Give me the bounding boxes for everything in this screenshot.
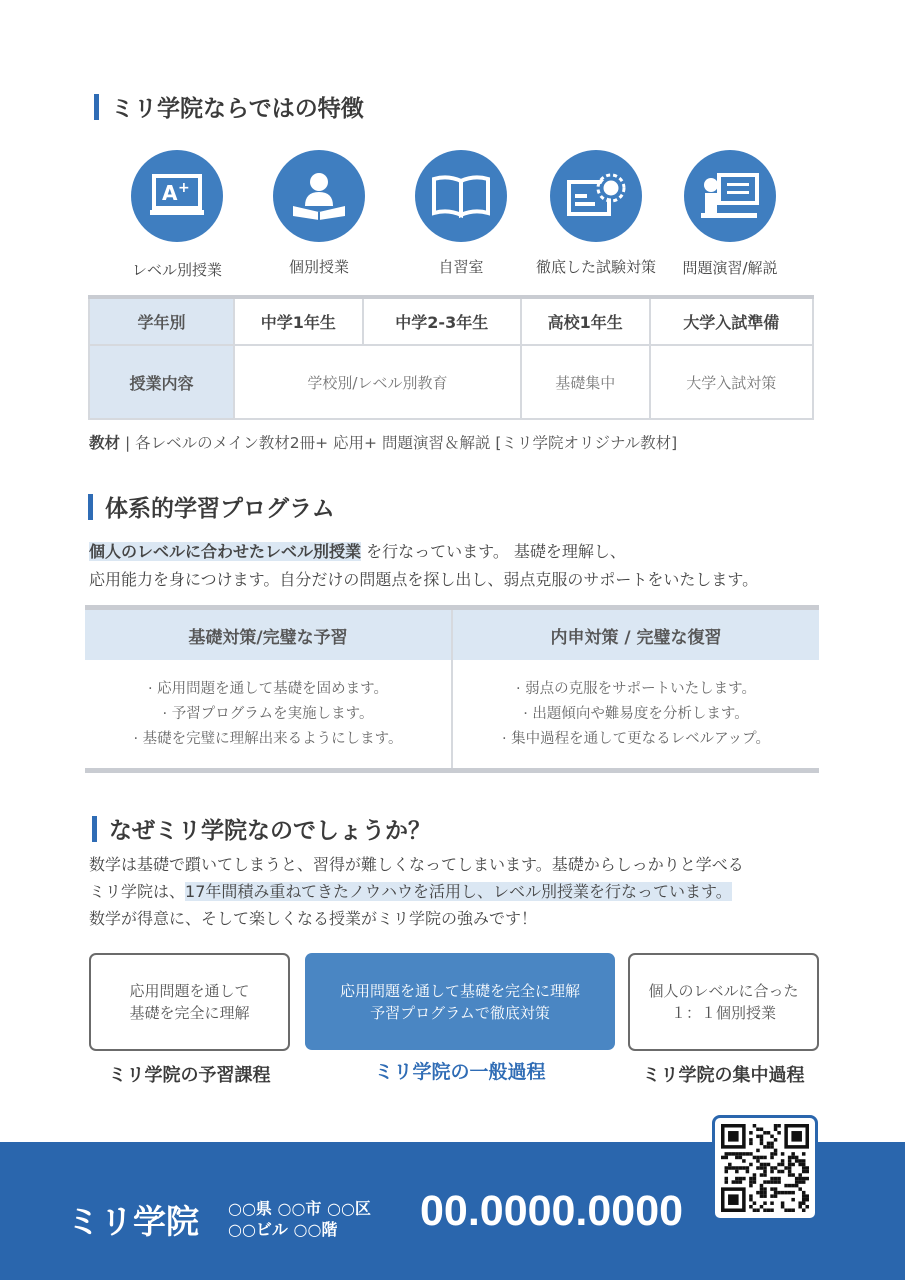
qr-module xyxy=(746,1152,750,1156)
course-caption: ミリ学院の集中過程 xyxy=(642,1065,805,1086)
title-bar xyxy=(88,494,93,520)
student-reading-icon xyxy=(273,150,365,242)
cell-content: 学校別/レベル別教育 xyxy=(234,345,521,419)
qr-module xyxy=(739,1152,743,1156)
qr-module xyxy=(732,1180,736,1184)
qr-module xyxy=(760,1205,764,1209)
qr-module xyxy=(732,1152,736,1156)
qr-module xyxy=(749,1152,753,1156)
qr-module xyxy=(802,1170,806,1174)
qr-module xyxy=(763,1201,767,1205)
qr-module xyxy=(781,1191,785,1195)
qr-module xyxy=(728,1166,732,1170)
qr-module xyxy=(770,1180,774,1184)
qr-module xyxy=(739,1156,743,1160)
qr-module xyxy=(798,1159,802,1163)
qr-module xyxy=(774,1180,778,1184)
course-box-intensive: 個人のレベルに合った １：１個別授業 xyxy=(628,953,819,1051)
features-title: ミリ学院ならではの特徴 xyxy=(94,90,364,123)
qr-module xyxy=(802,1198,806,1202)
course-box-general: 応用問題を通して基礎を完全に理解 予習プログラムで徹底対策 xyxy=(305,953,615,1050)
qr-module xyxy=(756,1166,760,1170)
qr-module xyxy=(767,1208,771,1212)
qr-module xyxy=(735,1177,739,1181)
qr-module xyxy=(728,1152,732,1156)
qr-module xyxy=(795,1156,799,1160)
qr-module xyxy=(784,1184,788,1188)
qr-module xyxy=(781,1205,785,1209)
qr-module xyxy=(791,1156,795,1160)
qr-module xyxy=(763,1166,767,1170)
qr-module xyxy=(791,1184,795,1188)
qr-module xyxy=(770,1156,774,1160)
qr-module xyxy=(791,1163,795,1167)
qr-module xyxy=(784,1191,788,1195)
qr-module xyxy=(781,1159,785,1163)
qr-module xyxy=(770,1152,774,1156)
qr-module xyxy=(760,1135,764,1139)
address: ○○県 ○○市 ○○区 ○○ビル ○○階 xyxy=(228,1199,371,1239)
qr-module xyxy=(788,1163,792,1167)
qr-module xyxy=(791,1208,795,1212)
feature-study-room xyxy=(386,150,536,277)
feature-label: 徹底した試験対策 xyxy=(535,258,656,276)
qr-module xyxy=(763,1170,767,1174)
qr-module xyxy=(749,1194,753,1198)
qr-module xyxy=(760,1184,764,1188)
svg-text:+: + xyxy=(178,180,190,196)
cell-grade: 中学1年生 xyxy=(234,297,363,345)
cell-grade: 中学2-3年生 xyxy=(363,297,521,345)
column-body: · 弱点の克服をサポートいたします。 · 出題傾向や難易度を分析します。 · 集中過程を通して更なるレベルアップ。 xyxy=(501,680,771,747)
qr-module xyxy=(774,1128,778,1132)
qr-module xyxy=(788,1156,792,1160)
title-bar xyxy=(92,816,97,842)
column-body: · 応用問題を通して基礎を固めます。 · 予習プログラムを実施します。 · 基礎を完璧に理解出来るようにします。 xyxy=(133,680,403,747)
grade-table xyxy=(88,295,814,420)
qr-module xyxy=(774,1138,778,1142)
qr-module xyxy=(753,1180,757,1184)
qr-module xyxy=(735,1152,739,1156)
qr-module xyxy=(725,1177,729,1181)
feature-level-class xyxy=(102,150,252,280)
qr-module xyxy=(791,1152,795,1156)
qr-module xyxy=(728,1163,732,1167)
title-bar xyxy=(94,94,99,120)
feature-exercise xyxy=(655,150,805,278)
qr-module xyxy=(791,1198,795,1202)
grade-board-icon xyxy=(131,150,223,242)
qr-module xyxy=(781,1170,785,1174)
materials-note: 教材 | 各レベルのメイン教材2冊+ 応用+ 問題演習＆解説 [ミリ学院オリジナル教材] xyxy=(89,434,678,452)
qr-module xyxy=(777,1180,781,1184)
feature-label: 問題演習/解説 xyxy=(682,259,778,277)
svg-text:A: A xyxy=(162,181,178,205)
qr-module xyxy=(788,1166,792,1170)
qr-module xyxy=(735,1156,739,1160)
qr-module xyxy=(756,1191,760,1195)
qr-module xyxy=(721,1156,725,1160)
qr-module xyxy=(725,1170,729,1174)
qr-module xyxy=(777,1131,781,1135)
qr-module xyxy=(749,1142,753,1146)
qr-module xyxy=(781,1152,785,1156)
qr-module xyxy=(805,1177,809,1181)
cell-content: 大学入試対策 xyxy=(650,345,813,419)
qr-module xyxy=(795,1180,799,1184)
cell-grade: 高校1年生 xyxy=(521,297,650,345)
program-text: 個人のレベルに合わせたレベル別授業 を行なっています。 基礎を理解し、 応用能力を身につけます。自分だけの問題点を探し出し、弱点克服のサポートをいたします。 xyxy=(89,542,759,589)
qr-module xyxy=(795,1184,799,1188)
qr-module xyxy=(798,1205,802,1209)
qr-module xyxy=(742,1152,746,1156)
qr-module xyxy=(749,1163,753,1167)
qr-module xyxy=(749,1177,753,1181)
row-head-grade: 学年別 xyxy=(89,297,234,345)
qr-module xyxy=(763,1173,767,1177)
feature-label: 個別授業 xyxy=(288,258,349,276)
qr-module xyxy=(774,1152,778,1156)
qr-module xyxy=(760,1173,764,1177)
qr-module xyxy=(805,1166,809,1170)
phone-number: 00.0000.0000 xyxy=(420,1187,684,1235)
table-row xyxy=(89,345,813,419)
qr-module xyxy=(749,1198,753,1202)
qr-module xyxy=(725,1152,729,1156)
qr-code-icon[interactable] xyxy=(712,1115,818,1221)
qr-module xyxy=(760,1142,764,1146)
qr-module xyxy=(798,1201,802,1205)
qr-module xyxy=(732,1166,736,1170)
qr-module xyxy=(746,1166,750,1170)
qr-module xyxy=(802,1180,806,1184)
qr-module xyxy=(777,1177,781,1181)
qr-module xyxy=(763,1191,767,1195)
course-caption: ミリ学院の予習課程 xyxy=(108,1065,271,1086)
qr-module xyxy=(749,1184,753,1188)
qr-module xyxy=(760,1163,764,1167)
qr-module xyxy=(763,1131,767,1135)
qr-module xyxy=(798,1180,802,1184)
qr-module xyxy=(756,1208,760,1212)
qr-module xyxy=(788,1173,792,1177)
qr-module xyxy=(739,1180,743,1184)
qr-module xyxy=(742,1166,746,1170)
qr-module xyxy=(760,1194,764,1198)
qr-code-image xyxy=(721,1124,809,1212)
qr-module xyxy=(774,1124,778,1128)
course-box-preview: 応用問題を通して 基礎を完全に理解 xyxy=(89,953,290,1051)
qr-module xyxy=(770,1194,774,1198)
qr-module xyxy=(753,1208,757,1212)
feature-individual-class xyxy=(244,150,394,277)
qr-module xyxy=(798,1163,802,1167)
qr-module xyxy=(767,1131,771,1135)
qr-module xyxy=(763,1145,767,1149)
qr-module xyxy=(760,1166,764,1170)
qr-module xyxy=(767,1163,771,1167)
qr-module xyxy=(725,1180,729,1184)
qr-module xyxy=(749,1180,753,1184)
qr-module xyxy=(756,1159,760,1163)
qr-module xyxy=(763,1180,767,1184)
qr-module xyxy=(770,1170,774,1174)
qr-module xyxy=(802,1159,806,1163)
qr-module xyxy=(805,1170,809,1174)
program-column xyxy=(85,610,451,768)
qr-module xyxy=(756,1156,760,1160)
qr-module xyxy=(767,1180,771,1184)
why-text: 数学は基礎で躓いてしまうと、習得が難しくなってしまいます。基礎からしっかりと学べる ミリ学院は、17年間積み重ねてきたノウハウを活用し、レベル別授業を行なっています。 数学が得意に、そして楽しくなる授業がミリ学院の強みです！ xyxy=(89,855,744,928)
qr-module xyxy=(777,1170,781,1174)
feature-label: 自習室 xyxy=(438,258,484,276)
cell-content: 基礎集中 xyxy=(521,345,650,419)
qr-module xyxy=(739,1166,743,1170)
qr-module xyxy=(784,1166,788,1170)
open-book-icon xyxy=(415,150,507,242)
qr-module xyxy=(763,1187,767,1191)
table-row xyxy=(89,297,813,345)
qr-module xyxy=(760,1128,764,1132)
qr-module xyxy=(725,1166,729,1170)
cell-grade: 大学入試準備 xyxy=(650,297,813,345)
course-caption: ミリ学院の一般過程 xyxy=(374,1061,546,1083)
qr-module xyxy=(805,1194,809,1198)
qr-module xyxy=(781,1163,785,1167)
column-head: 内申対策 / 完璧な復習 xyxy=(453,610,819,660)
qr-module xyxy=(774,1191,778,1195)
program-column xyxy=(451,610,819,768)
qr-module xyxy=(770,1166,774,1170)
qr-module xyxy=(805,1198,809,1202)
qr-module xyxy=(753,1173,757,1177)
qr-module xyxy=(767,1142,771,1146)
why-highlight: 17年間積み重ねてきたノウハウを活用し、レベル別授業を行なっています。 xyxy=(185,882,732,901)
qr-module xyxy=(760,1187,764,1191)
qr-module xyxy=(791,1191,795,1195)
qr-module xyxy=(781,1201,785,1205)
qr-module xyxy=(788,1208,792,1212)
qr-module xyxy=(767,1145,771,1149)
qr-module xyxy=(735,1180,739,1184)
qr-module xyxy=(749,1205,753,1209)
qr-module xyxy=(770,1177,774,1181)
qr-module xyxy=(805,1205,809,1209)
qr-module xyxy=(760,1191,764,1195)
qr-module xyxy=(763,1156,767,1160)
qr-module xyxy=(788,1159,792,1163)
qr-module xyxy=(746,1170,750,1174)
qr-module xyxy=(735,1170,739,1174)
qr-module xyxy=(774,1166,778,1170)
why-title: なぜミリ学院なのでしょうか？ xyxy=(92,812,431,845)
qr-module xyxy=(753,1124,757,1128)
qr-module xyxy=(763,1163,767,1167)
qr-module xyxy=(788,1170,792,1174)
qr-module xyxy=(770,1187,774,1191)
qr-module xyxy=(735,1166,739,1170)
qr-module xyxy=(725,1156,729,1160)
qr-module xyxy=(798,1173,802,1177)
qr-module xyxy=(777,1163,781,1167)
feature-exam-prep xyxy=(521,150,671,277)
qr-module xyxy=(798,1177,802,1181)
qr-module xyxy=(791,1173,795,1177)
qr-module xyxy=(756,1135,760,1139)
qr-module xyxy=(756,1128,760,1132)
qr-module xyxy=(770,1135,774,1139)
qr-module xyxy=(795,1177,799,1181)
qr-module xyxy=(760,1138,764,1142)
qr-module xyxy=(770,1201,774,1205)
qr-module xyxy=(774,1187,778,1191)
qr-module xyxy=(763,1208,767,1212)
certificate-icon xyxy=(550,150,642,242)
qr-module xyxy=(739,1177,743,1181)
qr-module xyxy=(749,1131,753,1135)
qr-module xyxy=(763,1194,767,1198)
qr-module xyxy=(777,1191,781,1195)
program-title: 体系的学習プログラム xyxy=(88,490,335,523)
qr-module xyxy=(802,1177,806,1181)
qr-module xyxy=(753,1201,757,1205)
qr-module xyxy=(798,1187,802,1191)
program-table xyxy=(85,605,819,773)
qr-module xyxy=(770,1142,774,1146)
qr-module xyxy=(788,1184,792,1188)
qr-module xyxy=(770,1145,774,1149)
qr-module xyxy=(760,1156,764,1160)
qr-module xyxy=(753,1156,757,1160)
qr-module xyxy=(802,1152,806,1156)
qr-module xyxy=(784,1208,788,1212)
qr-module xyxy=(742,1159,746,1163)
qr-module xyxy=(802,1208,806,1212)
qr-module xyxy=(802,1163,806,1167)
qr-module xyxy=(802,1201,806,1205)
qr-module xyxy=(802,1194,806,1198)
qr-module xyxy=(795,1159,799,1163)
qr-module xyxy=(774,1149,778,1153)
qr-module xyxy=(802,1166,806,1170)
column-head: 基礎対策/完璧な予習 xyxy=(85,610,451,660)
qr-module xyxy=(753,1177,757,1181)
program-highlight: 個人のレベルに合わせたレベル別授業 xyxy=(89,542,362,561)
qr-module xyxy=(770,1208,774,1212)
row-head-content: 授業内容 xyxy=(89,345,234,419)
qr-module xyxy=(777,1124,781,1128)
feature-label: レベル別授業 xyxy=(131,261,222,279)
qr-module xyxy=(802,1191,806,1195)
teacher-board-icon xyxy=(684,150,776,242)
qr-module xyxy=(742,1177,746,1181)
qr-module xyxy=(788,1191,792,1195)
qr-module xyxy=(749,1138,753,1142)
qr-module xyxy=(756,1149,760,1153)
qr-module xyxy=(774,1194,778,1198)
brand-name: ミリ学院 xyxy=(67,1202,199,1241)
qr-module xyxy=(774,1177,778,1181)
